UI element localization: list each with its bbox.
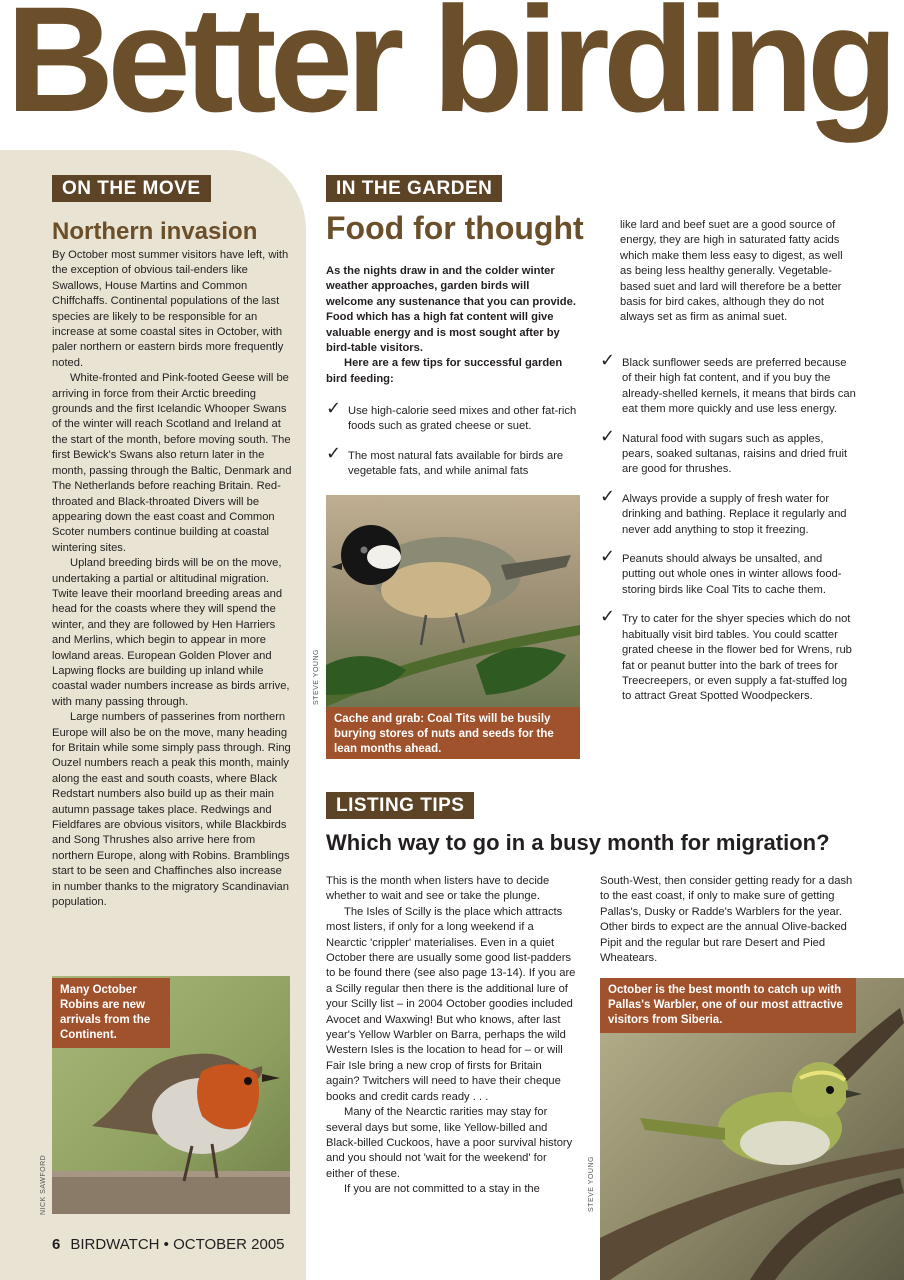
paragraph: The Isles of Scilly is the place which attracts most listers, if only for a long weekend if a Nearctic 'crippler' materialises. Even in a quiet October there are usually some good list-padders to be found there (see also page 13-14). If you are a Scilly regular then there is the additional lure of your Scilly list – in 2004 October goodies included Avocet and Waxwing! But who knows, after last year's Yellow Warbler on Barra, perhaps the wild Western Isles is the location to head for – or will Fair Isle bring a new crop of firsts for Britain again? Twitchers will need to have their cheque books and credit cards ready . . . [326, 905, 576, 1103]
paragraph: Upland breeding birds will be on the move, undertaking a partial or altitudinal migration. Twite leave their moorland breeding areas and head for the coasts where they will spend the winter, and they are followed by Hen Harriers and Merlins, which begin to appear in more lowland areas. European Golden Plover and Lapwing flocks are building up inland while coastal wader numbers increase as birds arrive, with many passing through. [52, 557, 290, 708]
listing-tips-kicker: LISTING TIPS [326, 792, 474, 819]
coal-tit-photo-credit: STEVE YOUNG [313, 649, 320, 705]
intro-paragraph-2: Here are a few tips for successful garden bird feeding: [326, 357, 563, 385]
page-footer [52, 1236, 285, 1253]
tip-continued-paragraph: like lard and beef suet are a good source of energy, they are high in saturated fatty acids which make them less easy to digest, as well as being less healthy generally. Vegetable-based suet and lard will therefore be a better basis for bird cakes, although they do not always set as firm as animal suet. [620, 219, 843, 324]
tips-list-right [600, 350, 856, 719]
check-icon: ✓ [600, 606, 616, 627]
tip-item: ✓ Use high-calorie seed mixes and other fat-rich foods such as grated cheese or suet. [326, 398, 577, 433]
coal-tit-illustration [326, 495, 580, 707]
paragraph: White-fronted and Pink-footed Geese will be arriving in force from their Arctic breeding grounds and the first Icelandic Whooper Swans of the winter will reach Scotland and Ireland at the start of the month, before moving south. The first Bewick's Swans also return later in the month, passing through the Baltic, Denmark and The Netherlands before reaching Britain. Red-throated and Black-throated Divers will be appearing down the east coast and Common Scoter numbers continue building at coastal wintering sites. [52, 372, 292, 554]
check-icon: ✓ [600, 350, 616, 370]
publication-line: BIRDWATCH • OCTOBER 2005 [70, 1236, 285, 1253]
tip-item: ✓ Peanuts should always be unsalted, and putting out whole ones in winter allows food-storing birds like Coal Tits to cache them. [600, 546, 842, 596]
tip-item: ✓ Natural food with sugars such as apples, pears, soaked sultanas, raisins and dried fruit are good for thrushes. [600, 425, 848, 476]
check-icon: ✓ [600, 425, 616, 446]
paragraph: By October most summer visitors have left, with the exception of obvious tail-enders like Swallows, House Martins and Common Chiffchaffs. Continental populations of the last species are likely to be responsible for an increase at some coastal sites in October, with paler northern or eastern birds more frequently noted. [52, 249, 289, 369]
northern-invasion-body [52, 248, 292, 910]
paragraph: Many of the Nearctic rarities may stay for several days but some, like Yellow-billed and Black-billed Cuckoos, have a poor survival history and you should not 'wait for the weekend' for either of these. [326, 1106, 573, 1180]
paragraph: This is the month when listers have to decide whether to wait and see or take the plunge. [326, 875, 550, 903]
on-the-move-kicker: ON THE MOVE [52, 175, 211, 202]
tip-item: ✓ The most natural fats available for birds are vegetable fats, and while animal fats [326, 442, 564, 478]
intro-paragraph: As the nights draw in and the colder winter weather approaches, garden birds will welcome any sustenance that you can provide. Food which has a high fat content will give valuable energy and is most sought after by bird-table visitors. [326, 265, 576, 355]
masthead-title: Better birding [6, 0, 892, 143]
tips-list-left [326, 398, 580, 494]
listing-tips-headline: Which way to go in a busy month for migration? [326, 830, 830, 855]
check-icon: ✓ [600, 485, 616, 506]
check-icon: ✓ [326, 398, 342, 418]
paragraph: If you are not committed to a stay in the [344, 1183, 540, 1196]
tip-item: ✓ Try to cater for the shyer species which do not habitually visit bird tables. You could scatter grated cheese in the flower bed for Wrens, rub fat or peanut butter into the bark of trees for Treecreepers, or even supply a fat-stuffed log to attract Great Spotted Woodpeckers. [600, 606, 852, 703]
robin-caption: Many October Robins are new arrivals from the Continent. [52, 978, 170, 1048]
paragraph: Large numbers of passerines from northern Europe will also be on the move, many heading for Britain while some simply pass through. Ring Ouzel numbers reach a peak this month, mainly along the east and south coasts, where Black Redstart numbers also build up as their main autumn passage takes place. Redwings and Fieldfares are obvious visitors, while Blackbirds and Song Thrushes also arrive here from northern Europe, along with Robins. Bramblings start to be seen and Chaffinches also increase in number thanks to the migratory Scandinavian population. [52, 711, 291, 909]
paragraph: South-West, then consider getting ready for a dash to the east coast, if only to make sure of getting Pallas's, Dusky or Radde's Warblers for the year. Other birds to expect are the annual Olive-backed Pipit and the regular but rare Desert and Pied Wheatears. [600, 875, 853, 965]
food-for-thought-intro [326, 264, 578, 387]
tip-continued-text [620, 218, 856, 326]
page-number: 6 [52, 1236, 61, 1253]
pallas-warbler-photo-credit: STEVE YOUNG [588, 1156, 595, 1212]
listing-tips-column-1 [326, 874, 576, 1198]
food-for-thought-headline: Food for thought [326, 210, 584, 246]
robin-photo-credit: NICK SAWFORD [40, 1154, 47, 1215]
tip-item: ✓ Black sunflower seeds are preferred because of their high fat content, and if you buy the already-shelled kernels, it means that birds can eat them more quickly and use less energy. [600, 350, 856, 416]
check-icon: ✓ [326, 442, 342, 463]
check-icon: ✓ [600, 546, 616, 567]
northern-invasion-headline: Northern invasion [52, 218, 258, 245]
in-the-garden-kicker: IN THE GARDEN [326, 175, 502, 202]
listing-tips-column-2 [600, 874, 856, 966]
coal-tit-photo [326, 495, 580, 707]
pallas-warbler-caption: October is the best month to catch up with Pallas's Warbler, one of our most attractive visitors from Siberia. [600, 978, 856, 1033]
coal-tit-caption: Cache and grab: Coal Tits will be busily burying stores of nuts and seeds for the lean months ahead. [326, 707, 580, 759]
tip-item: ✓ Always provide a supply of fresh water for drinking and bathing. Replace it regularly and never add anything to stop it freezing. [600, 485, 847, 536]
